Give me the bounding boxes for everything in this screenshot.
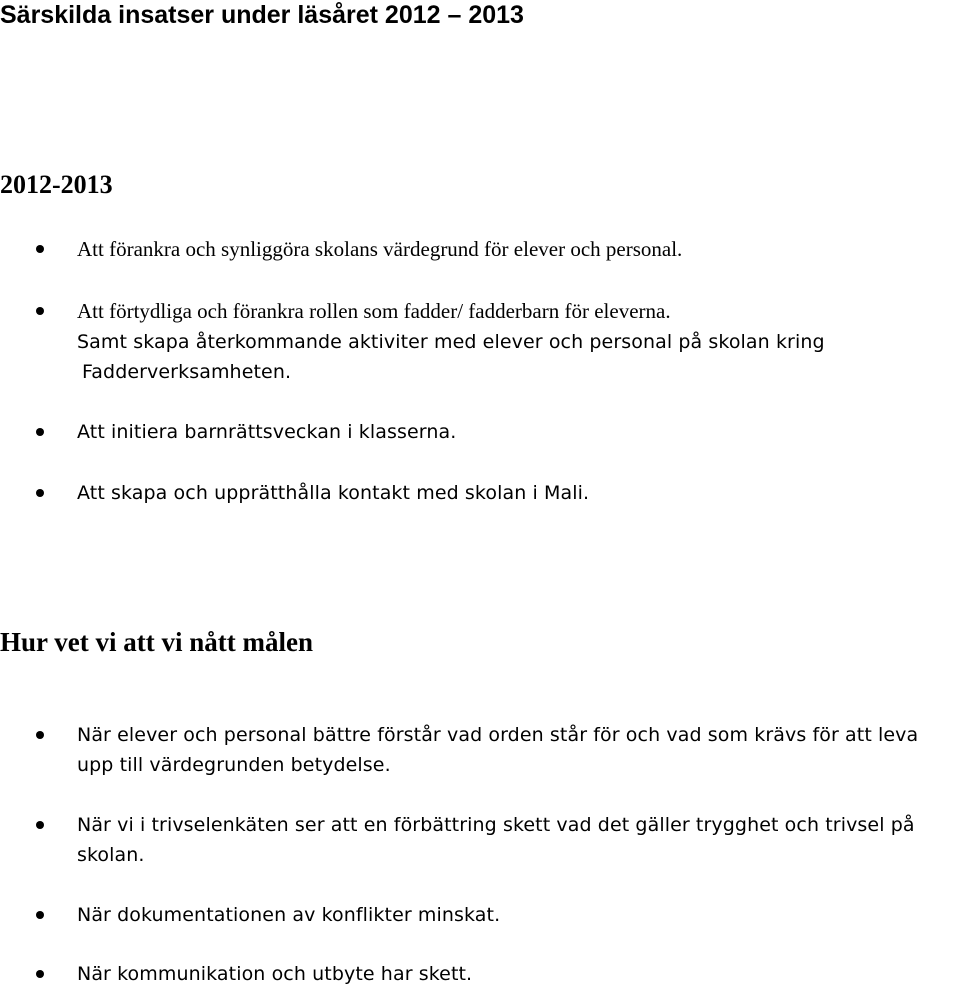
list-item-evaluation-4 <box>77 960 957 990</box>
list-item-evaluation-1 <box>77 721 957 780</box>
list-item-text: När kommunikation och utbyte har skett. <box>77 963 473 985</box>
list-item-goal-4 <box>77 479 957 509</box>
list-item-goal-1 <box>77 235 957 265</box>
list-item-text: När elever och personal bättre förstår vad orden står för och vad som krävs för att leva <box>77 724 919 746</box>
list-item-text: Att förankra och synliggöra skolans värdegrund för elever och personal. <box>77 237 683 261</box>
list-item-evaluation-3 <box>77 901 957 931</box>
list-item-text: Att förtydliga och förankra rollen som fadder/ fadderbarn för eleverna. <box>77 299 671 323</box>
paragraph-line: Fadderverksamheten. <box>82 360 292 383</box>
list-item-text: Att initiera barnrättsveckan i klasserna. <box>77 421 457 443</box>
paragraph-line: Samt skapa återkommande aktiviter med elever och personal på skolan kring <box>77 331 825 353</box>
page-title: Särskilda insatser under läsåret 2012 – 2013 <box>0 1 524 29</box>
bullet-icon <box>36 489 44 497</box>
paragraph-fadder <box>77 328 957 387</box>
bullet-icon <box>36 911 44 919</box>
bullet-icon <box>36 821 44 829</box>
bullet-icon <box>36 428 44 436</box>
evaluation-heading: Hur vet vi att vi nått målen <box>0 627 313 657</box>
bullet-icon <box>36 307 44 315</box>
list-item-text: upp till värdegrunden betydelse. <box>77 753 391 776</box>
list-item-goal-3 <box>77 418 957 448</box>
list-item-text: När dokumentationen av konflikter minskat. <box>77 904 501 926</box>
year-heading: 2012-2013 <box>0 170 113 199</box>
bullet-icon <box>36 731 44 739</box>
list-item-goal-2 <box>77 297 957 327</box>
bullet-icon <box>36 970 44 978</box>
list-item-text: skolan. <box>77 843 145 866</box>
bullet-icon <box>36 245 44 253</box>
list-item-text: När vi i trivselenkäten ser att en förbättring skett vad det gäller trygghet och trivsel på <box>77 814 915 836</box>
list-item-text: Att skapa och upprätthålla kontakt med skolan i Mali. <box>77 482 590 504</box>
list-item-evaluation-2 <box>77 811 957 870</box>
